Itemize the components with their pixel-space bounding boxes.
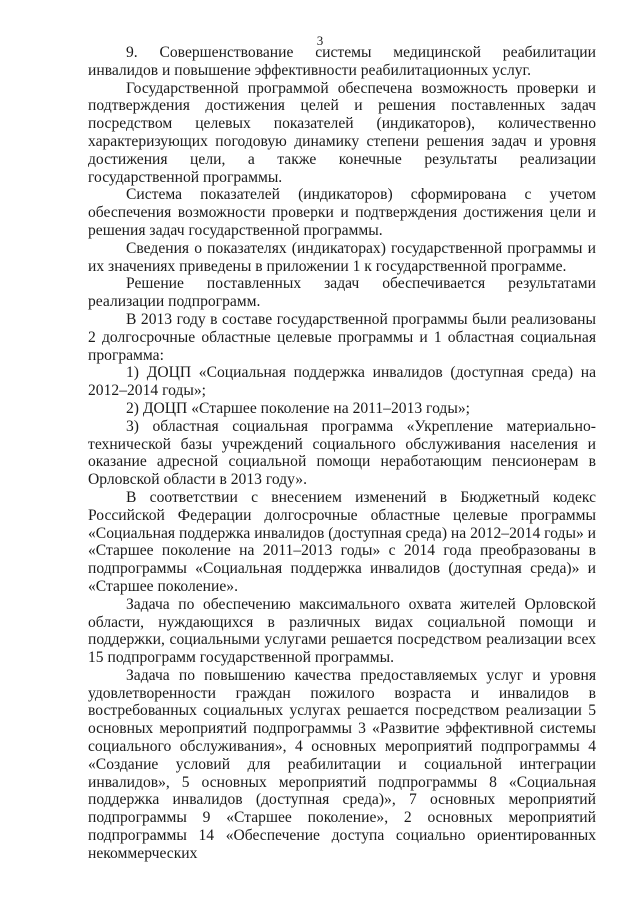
- paragraph-2013-programs: В 2013 году в составе государственной программы были реализованы 2 долгосрочные областные целевые программы и 1 областная социальная программа:: [88, 310, 596, 364]
- paragraph-indicator-system: Система показателей (индикаторов) сформирована с учетом обеспечения возможности проверки и подтверждения достижения цели и решения задач государственной программы.: [88, 186, 596, 239]
- page-number: 3: [316, 33, 324, 48]
- paragraph-task-solution: Решение поставленных задач обеспечивается результатами реализации подпрограмм.: [88, 275, 596, 311]
- list-item-program-1: 1) ДОЦП «Социальная поддержка инвалидов (доступная среда) на 2012–2014 годы»;: [88, 364, 596, 400]
- paragraph-indicator-info: Сведения о показателях (индикаторах) государственной программы и их значениях приведены в приложении 1 к государственной программе.: [88, 239, 596, 275]
- document-body: [88, 44, 596, 863]
- list-item-program-3: 3) областная социальная программа «Укрепление материально-технической базы учреждений социального обслуживания населения и оказание адресной социальной помощи неработающим пенсионерам в Орловской области в 2013 году».: [88, 417, 596, 489]
- paragraph-quality-task: Задача по повышению качества предоставляемых услуг и уровня удовлетворенности граждан пожилого возраста и инвалидов в востребованных социальных услугах решается посредством реализации 5 основных мероприятий подпрограммы 3 «Развитие эффективной системы социального обслуживания», 4 основных мероприятий подпрограммы 4 «Создание условий для реабилитации и социальной интеграции инвалидов», 5 основных мероприятий подпрограммы 8 «Социальная поддержка инвалидов (доступная среда)», 7 основных мероприятий подпрограммы 9 «Старшее поколение», 2 основных мероприятий подпрограммы 14 «Обеспечение доступа социально ориентированных некоммерческих: [88, 666, 596, 862]
- paragraph-goal-9: 9. Совершенствование системы медицинской реабилитации инвалидов и повышение эффективности реабилитационных услуг.: [88, 44, 596, 79]
- paragraph-coverage-task: Задача по обеспечению максимального охвата жителей Орловской области, нуждающихся в различных видах социальной помощи и поддержки, социальными услугами решается посредством реализации всех 15 подпрограмм государственной программы.: [88, 595, 596, 667]
- list-item-program-2: 2) ДОЦП «Старшее поколение на 2011–2013 годы»;: [126, 399, 470, 417]
- paragraph-budget-code: В соответствии с внесением изменений в Бюджетный кодекс Российской Федерации долгосрочные областные целевые программы «Социальная поддержка инвалидов (доступная среда) на 2012–2014 годы» и «Старшее поколение на 2011–2013 годы» с 2014 года преобразованы в подпрограммы «Социальная поддержка инвалидов (доступная среда)» и «Старшее поколение».: [88, 488, 596, 595]
- paragraph-verification: Государственной программой обеспечена возможность проверки и подтверждения достижения целей и решения поставленных задач посредством целевых показателей (индикаторов), количественно характеризующих погодовую динамику степени решения задач и уровня достижения цели, а также конечные результаты реализации государственной программы.: [88, 79, 596, 186]
